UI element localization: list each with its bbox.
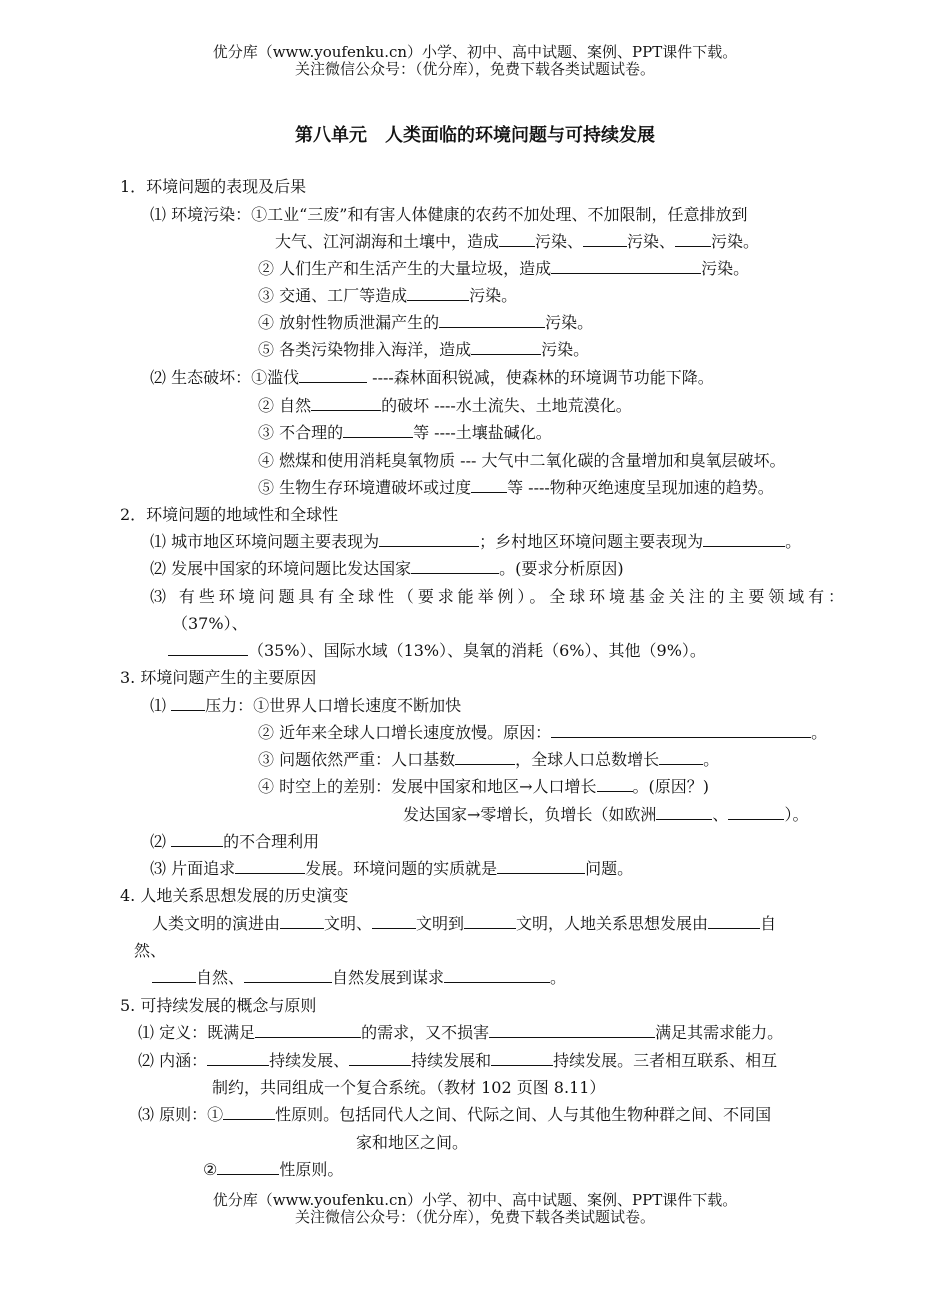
- blank[interactable]: [551, 258, 701, 274]
- text: （35%）、国际水域（13%）、臭氧的消耗（6%）、其他（9%）。: [248, 641, 706, 660]
- s3-item2: [258, 722, 827, 744]
- text: 自然、: [196, 968, 245, 987]
- blank[interactable]: [439, 312, 545, 328]
- s1-p2-item5: [258, 477, 774, 499]
- blank[interactable]: [343, 422, 413, 438]
- text: 性原则。: [279, 1160, 344, 1179]
- text: ③ 问题依然严重：人口基数: [258, 750, 456, 769]
- text: 。: [703, 750, 720, 769]
- text: ；乡村地区环境问题主要表现为: [479, 532, 704, 551]
- s3-line6: [150, 831, 319, 853]
- s1-p1-line2: [275, 231, 759, 253]
- text: 大气、江河湖海和土壤中，造成: [275, 232, 500, 251]
- blank[interactable]: [491, 1050, 553, 1066]
- text: ⑶ 原则：①: [138, 1105, 224, 1124]
- s5-line4: [138, 1104, 771, 1126]
- text: 文明、: [324, 914, 373, 933]
- blank[interactable]: [372, 913, 416, 929]
- blank[interactable]: [411, 558, 499, 574]
- text: ⑵: [150, 832, 172, 851]
- blank[interactable]: [656, 804, 712, 820]
- text: ----森林面积锐减，使森林的环境调节功能下降。: [367, 368, 714, 387]
- text: 发达国家→零增长，负增长（如欧洲: [403, 805, 657, 824]
- text: 压力：①世界人口增长速度不断加快: [205, 696, 462, 715]
- text: 。: [785, 532, 802, 551]
- s3-heading: 3. 环境问题产生的主要原因: [120, 668, 317, 687]
- blank[interactable]: [583, 231, 627, 247]
- text: ④ 时空上的差别：发展中国家和地区→人口增长: [258, 777, 597, 796]
- s5-line6: [203, 1159, 343, 1181]
- blank[interactable]: [471, 477, 507, 493]
- text: ⑤ 各类污染物排入海洋，造成: [258, 340, 472, 359]
- text: 。(要求分析原因): [499, 559, 624, 578]
- s2-line3: ⑶ 有些环境问题具有全球性（要求能举例）。全球环境基金关注的主要领域有：: [150, 587, 844, 606]
- s2-heading: 2．环境问题的地域性和全球性: [120, 505, 339, 524]
- header-line-1: 优分库（www.youfenku.cn）小学、初中、高中试题、案例、PPT课件下载。: [212, 43, 738, 61]
- blank[interactable]: [675, 231, 711, 247]
- text: 自: [760, 914, 777, 933]
- text: 。: [550, 968, 567, 987]
- text: 满足其需求能力。: [655, 1023, 784, 1042]
- text: ⑵ 内涵：: [138, 1051, 208, 1070]
- text: ②: [203, 1160, 218, 1179]
- blank[interactable]: [499, 231, 535, 247]
- s1-p2-item3: [258, 422, 552, 444]
- text: 的破坏 ----水土流失、土地荒漠化。: [381, 396, 632, 415]
- s4-line1: [152, 913, 776, 935]
- footer-line-2: 关注微信公众号：（优分库），免费下载各类试题试卷。: [294, 1208, 655, 1226]
- text: ⑤ 生物生存环境遭破坏或过度: [258, 478, 472, 497]
- text: 的需求，又不损害: [361, 1023, 490, 1042]
- s1-p1-item4: [258, 312, 593, 334]
- text: 文明，人地关系思想发展由: [516, 914, 709, 933]
- blank[interactable]: [207, 1050, 269, 1066]
- blank[interactable]: [223, 1104, 275, 1120]
- text: ② 自然: [258, 396, 312, 415]
- blank[interactable]: [255, 1022, 361, 1038]
- text: 污染。: [545, 313, 594, 332]
- header-line-2: 关注微信公众号：（优分库），免费下载各类试题试卷。: [294, 60, 655, 78]
- s1-p1-item5: [258, 339, 589, 361]
- s4-line3: [152, 967, 566, 989]
- text: 、: [712, 805, 729, 824]
- s1-p2-item2: [258, 395, 632, 417]
- s4-heading: 4. 人地关系思想发展的历史演变: [120, 886, 349, 905]
- blank[interactable]: [152, 967, 196, 983]
- s2-line1: [150, 531, 801, 553]
- text: 。(原因？): [632, 777, 709, 796]
- text: 污染。: [469, 286, 518, 305]
- s3-line1: [150, 695, 461, 717]
- s3-line7: [150, 858, 633, 880]
- blank[interactable]: [497, 858, 585, 874]
- text: 的不合理利用: [223, 832, 320, 851]
- footer-line-1: 优分库（www.youfenku.cn）小学、初中、高中试题、案例、PPT课件下载。: [212, 1191, 738, 1209]
- blank[interactable]: [464, 913, 516, 929]
- text: 发展。环境问题的实质就是: [305, 859, 498, 878]
- s2-line2: [150, 558, 624, 580]
- s5-line2: [138, 1050, 777, 1072]
- s1-p1-line1: ⑴ 环境污染：①工业“三废”和有害人体健康的农药不加处理、不加限制，任意排放到: [150, 205, 748, 224]
- s1-p2-line1: [150, 367, 714, 389]
- blank[interactable]: [168, 640, 248, 656]
- text: 污染、: [535, 232, 584, 251]
- text: 性原则。包括同代人之间、代际之间、人与其他生物种群之间、不同国: [275, 1105, 772, 1124]
- text: 污染。: [541, 340, 590, 359]
- text: ⑵ 发展中国家的环境问题比发达国家: [150, 559, 412, 578]
- text: ⑶ 片面追求: [150, 859, 236, 878]
- text: 人类文明的演进由: [152, 914, 281, 933]
- page-footer: [0, 1192, 950, 1226]
- text: 。: [811, 723, 828, 742]
- text: ⑵ 生态破坏：①滥伐: [150, 368, 300, 387]
- blank[interactable]: [299, 367, 367, 383]
- text: ④ 放射性物质泄漏产生的: [258, 313, 440, 332]
- blank[interactable]: [489, 1022, 655, 1038]
- s2-line5: [168, 640, 706, 662]
- s3-item5: [403, 804, 808, 826]
- blank[interactable]: [171, 695, 205, 711]
- text: 持续发展、: [269, 1051, 350, 1070]
- blank[interactable]: [597, 776, 633, 792]
- blank[interactable]: [379, 531, 479, 547]
- text: 问题。: [585, 859, 634, 878]
- blank[interactable]: [349, 1050, 411, 1066]
- s1-p1-item2: [258, 258, 749, 280]
- blank[interactable]: [407, 285, 469, 301]
- blank[interactable]: [703, 531, 785, 547]
- text: 污染。: [701, 259, 750, 278]
- s1-heading: 1．环境问题的表现及后果: [120, 177, 307, 196]
- s5-line1: [138, 1022, 783, 1044]
- s4-line2: 然、: [134, 941, 167, 960]
- blank[interactable]: [244, 967, 332, 983]
- s5-line5: 家和地区之间。: [356, 1133, 469, 1152]
- blank[interactable]: [455, 749, 515, 765]
- blank[interactable]: [171, 831, 223, 847]
- s2-line4: （37%）、: [172, 614, 248, 633]
- blank[interactable]: [311, 395, 381, 411]
- page-header: [0, 44, 950, 78]
- text: ③ 交通、工厂等造成: [258, 286, 408, 305]
- blank[interactable]: [551, 722, 811, 738]
- s1-p2-item4: ④ 燃煤和使用消耗臭氧物质 --- 大气中二氧化碳的含量增加和臭氧层破坏。: [258, 451, 786, 470]
- text: ，全球人口总数增长: [515, 750, 660, 769]
- text: 持续发展。三者相互联系、相互: [553, 1051, 778, 1070]
- page-title: 第八单元 人类面临的环境问题与可持续发展: [295, 125, 655, 146]
- text: 污染、: [627, 232, 676, 251]
- blank[interactable]: [659, 749, 703, 765]
- text: ③ 不合理的: [258, 423, 344, 442]
- text: ② 人们生产和生活产生的大量垃圾，造成: [258, 259, 552, 278]
- blank[interactable]: [235, 858, 305, 874]
- text: 污染。: [711, 232, 760, 251]
- s3-item4: [258, 776, 709, 798]
- s3-item3: [258, 749, 719, 771]
- text: 文明到: [416, 914, 465, 933]
- blank[interactable]: [217, 1159, 279, 1175]
- text: 自然发展到谋求: [332, 968, 445, 987]
- text: ）。: [784, 805, 809, 824]
- s1-p1-item3: [258, 285, 517, 307]
- text: 持续发展和: [411, 1051, 492, 1070]
- blank[interactable]: [444, 967, 550, 983]
- text: ② 近年来全球人口增长速度放慢。原因：: [258, 723, 552, 742]
- text: ⑴ 定义：既满足: [138, 1023, 256, 1042]
- blank[interactable]: [280, 913, 324, 929]
- s5-heading: 5. 可持续发展的概念与原则: [120, 996, 317, 1015]
- text: 等 ----物种灭绝速度呈现加速的趋势。: [507, 478, 774, 497]
- text: ⑴: [150, 696, 172, 715]
- text: ⑴ 城市地区环境问题主要表现为: [150, 532, 380, 551]
- blank[interactable]: [471, 339, 541, 355]
- blank[interactable]: [728, 804, 784, 820]
- s5-line3: 制约，共同组成一个复合系统。（教材 102 页图 8.11）: [212, 1078, 606, 1097]
- blank[interactable]: [708, 913, 760, 929]
- text: 等 ----土壤盐碱化。: [413, 423, 552, 442]
